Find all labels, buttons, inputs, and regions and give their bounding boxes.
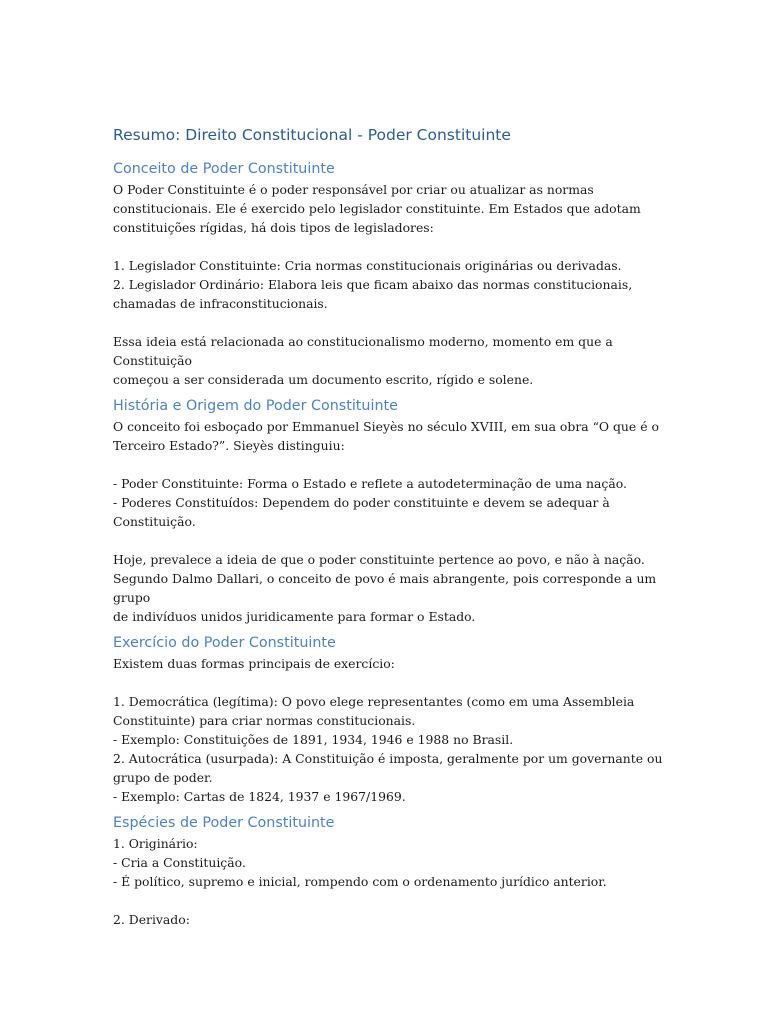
section-exercicio: [113, 633, 673, 806]
section-heading: História e Origem do Poder Constituinte: [113, 398, 398, 414]
document-content: [113, 124, 673, 929]
section-heading: Conceito de Poder Constituinte: [113, 161, 335, 177]
paragraph: O conceito foi esboçado por Emmanuel Sieyès no século XVIII, em sua obra “O que é o Terceiro Estado?”. Sieyès distinguiu:: [113, 419, 659, 453]
section-especies: [113, 813, 673, 929]
section-heading: Exercício do Poder Constituinte: [113, 635, 336, 651]
paragraph: Existem duas formas principais de exercício:: [113, 656, 395, 671]
section-historia: [113, 396, 673, 626]
blank-line: [113, 531, 673, 550]
numbered-list: 1. Originário: - Cria a Constituição. - É político, supremo e inicial, rompendo com o ordenamento jurídico anterior.: [113, 836, 607, 889]
blank-line: [113, 673, 673, 692]
blank-line: [113, 455, 673, 474]
blank-line: [113, 237, 673, 256]
section-conceito: [113, 159, 673, 389]
bullet-list: - Poder Constituinte: Forma o Estado e reflete a autodeterminação de uma nação. - Poderes Constituídos: Dependem do poder constituinte e devem se adequar à Constituição.: [113, 476, 627, 529]
numbered-list: 2. Derivado:: [113, 912, 190, 927]
numbered-list: 1. Democrática (legítima): O povo elege representantes (como em uma Assembleia Constituinte) para criar normas constitucionais. - Exemplo: Constituições de 1891, 1934, 1946 e 1988 no Brasil. 2. Autocrática (usurpada): A Constituição é imposta, geralmente por um governante ou grupo de poder. - Exemplo: Cartas de 1824, 1937 e 1967/1969.: [113, 694, 663, 804]
paragraph: O Poder Constituinte é o poder responsável por criar ou atualizar as normas constitucionais. Ele é exercido pelo legislador constituinte. Em Estados que adotam constituições rígidas, há dois tipos de legisladores:: [113, 182, 641, 235]
blank-line: [113, 891, 673, 910]
document-title: Resumo: Direito Constitucional - Poder Constituinte: [113, 126, 511, 144]
paragraph: Hoje, prevalece a ideia de que o poder constituinte pertence ao povo, e não à nação. Segundo Dalmo Dallari, o conceito de povo é mais abrangente, pois corresponde a um grupo de indivíduos unidos juridicamente para formar o Estado.: [113, 552, 657, 624]
paragraph: Essa ideia está relacionada ao constitucionalismo moderno, momento em que a Constituição começou a ser considerada um documento escrito, rígido e solene.: [113, 334, 613, 387]
blank-line: [113, 313, 673, 332]
numbered-list: 1. Legislador Constituinte: Cria normas constitucionais originárias ou derivadas. 2. Legislador Ordinário: Elabora leis que ficam abaixo das normas constitucionais, chamadas de infraconstitucionais.: [113, 258, 633, 311]
section-heading: Espécies de Poder Constituinte: [113, 815, 335, 831]
